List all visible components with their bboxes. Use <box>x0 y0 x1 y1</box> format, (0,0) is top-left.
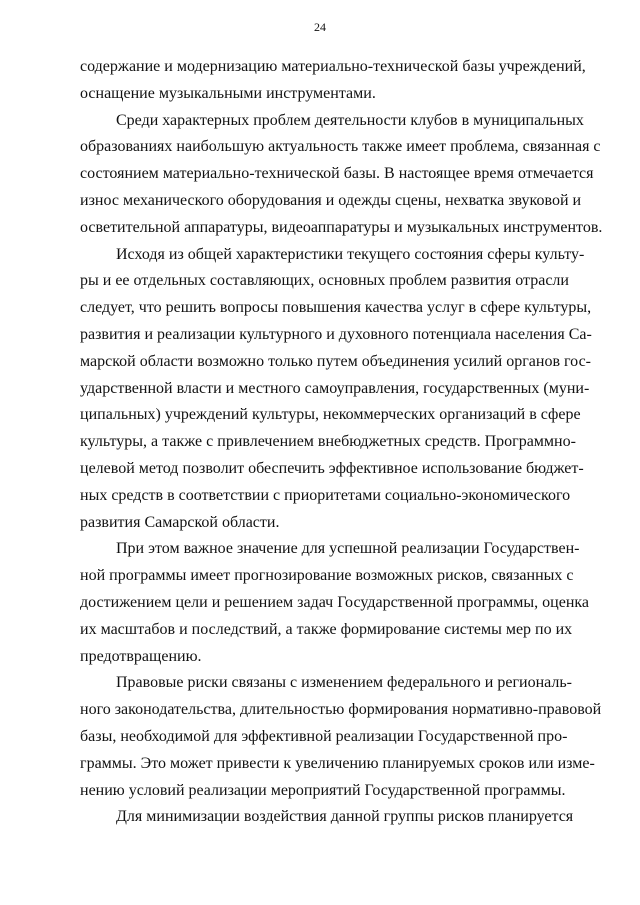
text-line: базы, необходимой для эффективной реализации Государственной про- <box>80 727 568 745</box>
text-line: целевой метод позволит обеспечить эффективное использование бюджет- <box>80 459 584 477</box>
text-line: ной программы имеет прогнозирование возможных рисков, связанных с <box>80 567 574 585</box>
text-line: содержание и модернизацию материально-технической базы учреждений, <box>80 58 586 75</box>
paragraph <box>80 108 603 242</box>
page-number: 24 <box>314 20 326 34</box>
paragraph <box>80 54 586 108</box>
text-line: культуры, а также с привлечением внебюджетных средств. Программно- <box>80 433 576 451</box>
text-line: граммы. Это может привести к увеличению планируемых сроков или изме- <box>80 754 595 772</box>
text-line: состоянием материально-технической базы. В настоящее время отмечается <box>80 165 594 183</box>
text-line: следует, что решить вопросы повышения качества услуг в сфере культуры, <box>80 299 592 317</box>
paragraph <box>80 804 574 831</box>
text-line: Для минимизации воздействия данной группы рисков планируется <box>116 808 574 826</box>
text-line: При этом важное значение для успешной реализации Государствен- <box>116 540 580 558</box>
text-line: нению условий реализации мероприятий Государственной программы. <box>80 781 566 799</box>
text-line: ного законодательства, длительностью формирования нормативно-правовой <box>80 701 602 719</box>
paragraph <box>80 670 602 804</box>
text-line: развития Самарской области. <box>80 513 280 531</box>
text-line: осветительной аппаратуры, видеоаппаратуры и музыкальных инструментов. <box>80 218 603 236</box>
paragraph <box>80 536 590 670</box>
text-line: износ механического оборудования и одежды сцены, нехватка звуковой и <box>80 191 582 209</box>
text-line: достижением цели и решением задач Государственной программы, оценка <box>80 593 590 611</box>
text-line: марской области возможно только путем объединения усилий органов гос- <box>80 352 592 370</box>
text-line: образованиях наибольшую актуальность также имеет проблема, связанная с <box>80 138 601 156</box>
text-line: развития и реализации культурного и духовного потенциала населения Са- <box>80 325 592 343</box>
text-line: ципальных) учреждений культуры, некоммерческих организаций в сфере <box>80 406 581 424</box>
text-line: предотвращению. <box>80 647 202 665</box>
text-line: оснащение музыкальными инструментами. <box>80 84 376 102</box>
text-line: Исходя из общей характеристики текущего состояния сферы культу- <box>116 245 585 263</box>
text-line: Правовые риски связаны с изменением федерального и региональ- <box>116 674 572 692</box>
text-line: Среди характерных проблем деятельности клубов в муниципальных <box>116 111 584 129</box>
text-line: ных средств в соответствии с приоритетами социально-экономического <box>80 486 571 504</box>
paragraph <box>80 242 592 537</box>
body-text <box>80 54 603 831</box>
text-line: их масштабов и последствий, а также формирование системы мер по их <box>80 620 573 638</box>
text-line: ударственной власти и местного самоуправления, государственных (муни- <box>80 379 590 397</box>
text-line: ры и ее отдельных составляющих, основных проблем развития отрасли <box>80 272 569 290</box>
